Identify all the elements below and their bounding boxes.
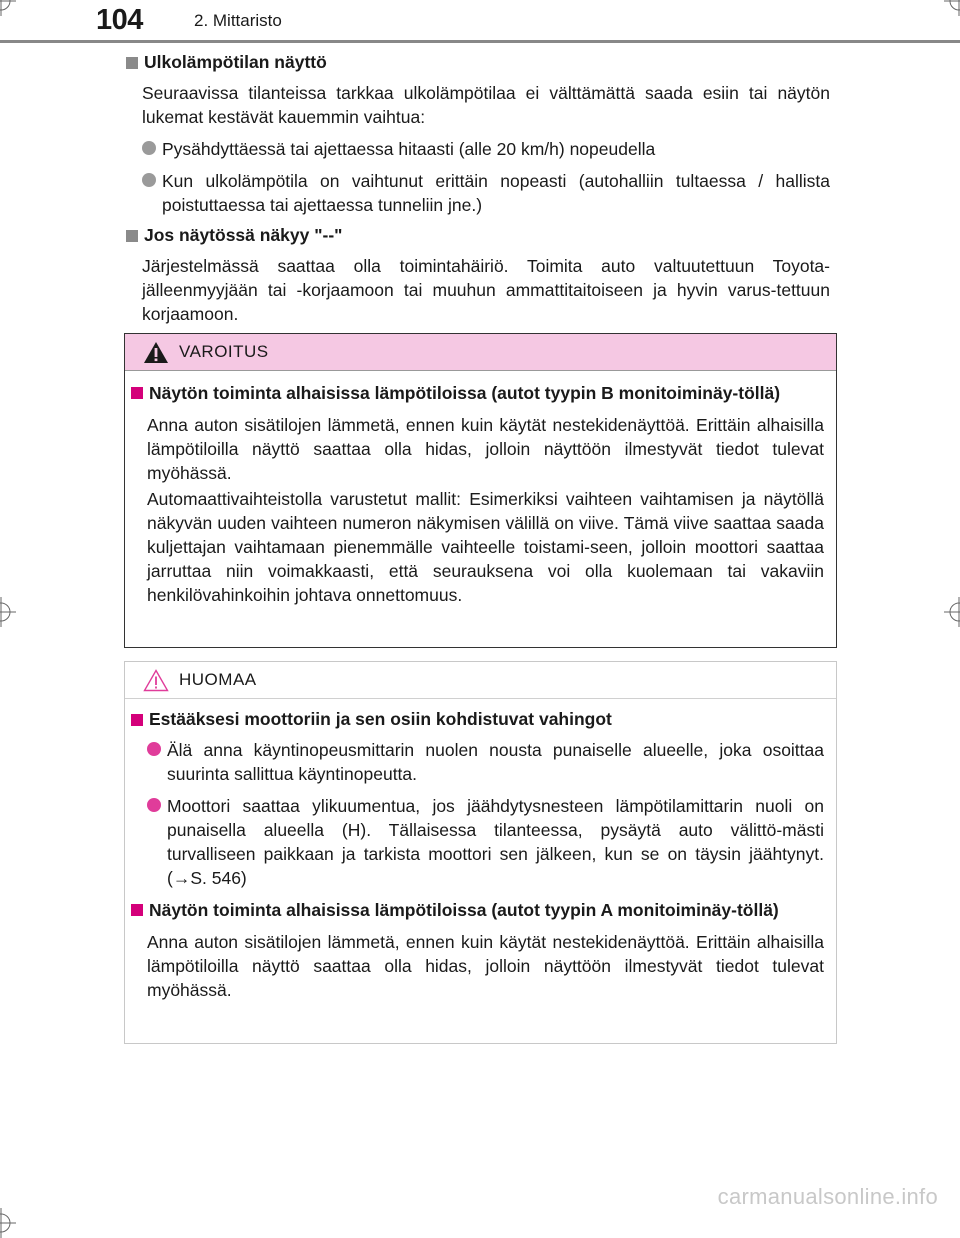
section-paragraph: Seuraavissa tilanteissa tarkkaa ulkolämpötilaa ei välttämättä saada esiin tai näytön lukemat kestävät kauemmin vaihtua: [142,83,830,127]
section-heading: Näytön toiminta alhaisissa lämpötiloissa (autot tyypin A monitoiminäy-töllä) [131,898,824,922]
warning-box-title: VAROITUS [179,342,269,361]
square-bullet-icon [131,387,143,399]
round-bullet-icon [147,742,161,756]
registration-mark-mid-left [0,597,16,627]
list-item: Pysähdyttäessä tai ajettaessa hitaasti (alle 20 km/h) nopeudella [142,137,830,161]
chapter-title: 2. Mittaristo [194,11,282,30]
round-bullet-icon [142,141,156,155]
section-heading: Ulkolämpötilan näyttö [126,52,830,73]
warning-paragraph: Automaattivaihteistolla varustetut mallit: Esimerkiksi vaihteen vaihtamisen ja näytöllä näkyvän uuden vaihteen numeron näkymisen välillä on viive. Tämä viive saattaa saada kuljettajan vaihtamaan pienemmälle vaihteelle toistami-seen, jolloin moottori saattaa jarruttaa niin voimakkaasti, että seurauksena voi olla kuolemaan tai vakaviin henkilövahinkoihin johtava onnettomuus. [147,489,824,605]
notice-paragraph: Anna auton sisätilojen lämmetä, ennen kuin käytät nestekidenäyttöä. Erittäin alhaisilla lämpötiloilla näyttö saattaa olla hidas, jolloin näyttöön ilmestyvät tiedot tulevat myöhässä. [147,932,824,1000]
notice-box-body [125,699,836,1020]
section-paragraph: Järjestelmässä saattaa olla toimintahäiriö. Toimita auto valtuutettuun Toyota-jälleenmyyjään tai -korjaamoon tai muuhun ammattitaitoiseen ja hyvin varus-tettuun korjaamoon. [142,256,830,324]
registration-mark-mid-right [944,597,960,627]
header-rule [0,40,960,43]
round-bullet-icon [142,173,156,187]
warning-box-body [125,371,836,625]
warning-box [124,333,837,648]
caution-triangle-outline-icon [143,669,169,692]
page-header [0,0,960,46]
square-bullet-icon [131,714,143,726]
watermark: carmanualsonline.info [717,1184,938,1209]
list-item: Moottori saattaa ylikuumentua, jos jäähdytysnesteen lämpötilamittarin nuoli on punaisella alueella (H). Tällaisessa tilanteessa, pysäytä auto välittö-mästi turvalliseen paikkaan ja tarkista moottori sen jälkeen, kun se on täysin jäähtynyt. (→S. 546) [147,794,824,890]
registration-mark-bottom-left [0,1208,16,1238]
section-heading: Näytön toiminta alhaisissa lämpötiloissa (autot tyypin B monitoiminäy-töllä) [131,381,824,405]
notice-box-header [125,662,836,699]
warning-paragraph: Anna auton sisätilojen lämmetä, ennen kuin käytät nestekidenäyttöä. Erittäin alhaisilla lämpötiloilla näyttö saattaa olla hidas, jolloin näyttöön ilmestyvät tiedot tulevat myöhässä. [147,415,824,483]
page-number: 104 [96,4,143,36]
list-item: Älä anna käyntinopeusmittarin nuolen nousta punaiselle alueelle, joka osoittaa suurinta sallittua käyntinopeutta. [147,738,824,786]
notice-box-title: HUOMAA [179,670,257,689]
section-heading: Jos näytössä näkyy "--" [126,225,830,246]
square-bullet-icon [126,57,138,69]
square-bullet-icon [131,904,143,916]
warning-triangle-icon [143,341,169,364]
square-bullet-icon [126,230,138,242]
section-heading: Estääksesi moottoriin ja sen osiin kohdistuvat vahingot [131,709,824,730]
list-item: Kun ulkolämpötila on vaihtunut erittäin nopeasti (autohalliin tultaessa / hallista poistuttaessa tai ajettaessa tunneliin jne.) [142,169,830,217]
round-bullet-icon [147,798,161,812]
notice-box [124,661,837,1044]
main-content [126,52,830,334]
warning-box-header [125,334,836,371]
